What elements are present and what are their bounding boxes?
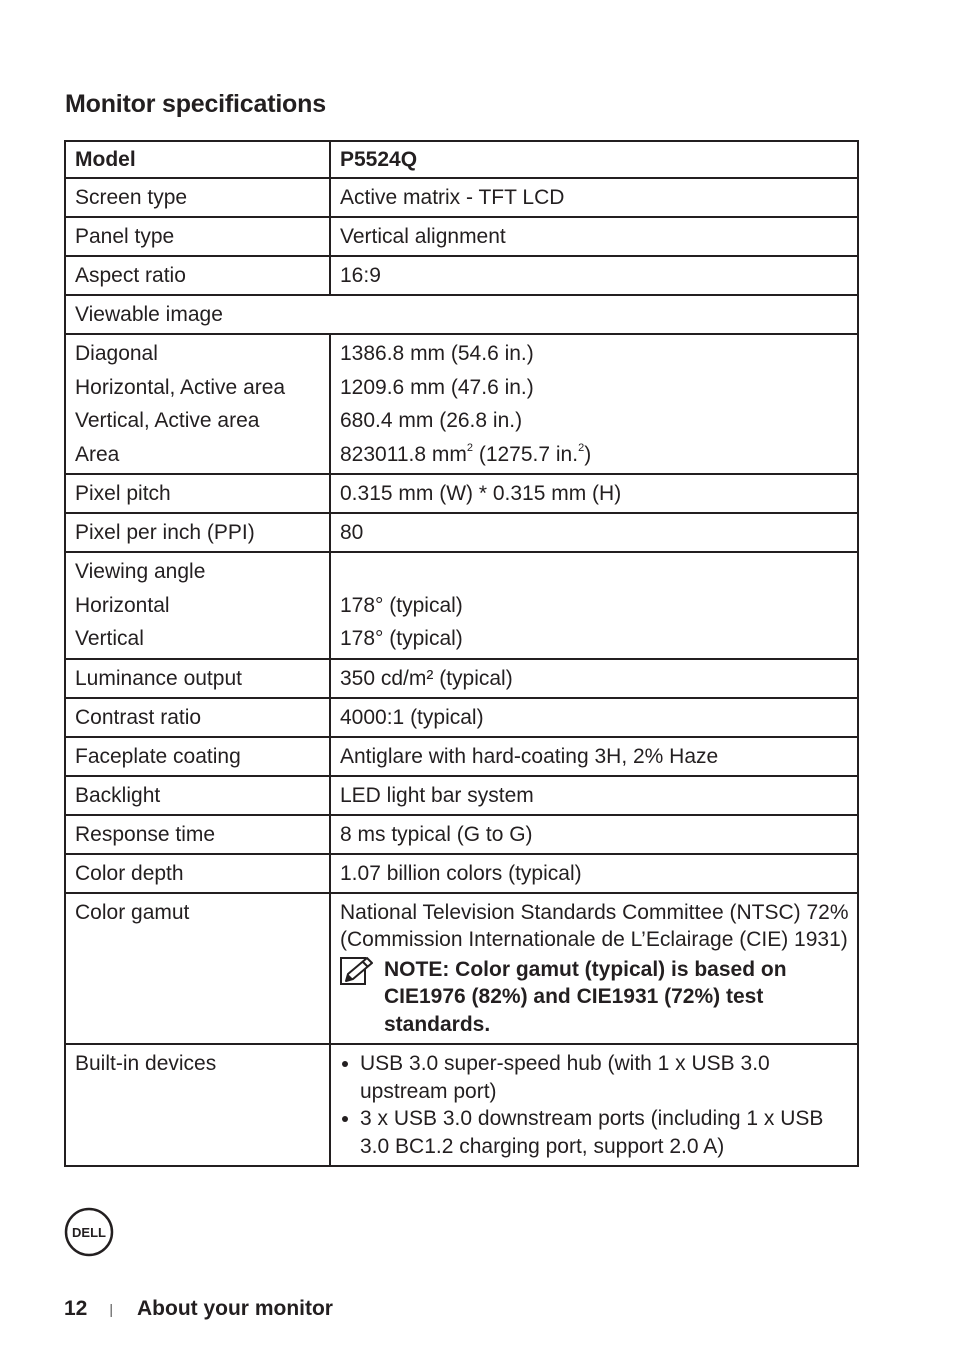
table-header-row [65, 141, 858, 178]
table-row [65, 737, 858, 776]
logo-text: DELL [72, 1225, 106, 1240]
spec-label: Built-in devices [65, 1044, 330, 1166]
spec-value: 8 ms typical (G to G) [330, 815, 858, 854]
spec-label: Pixel pitch [65, 474, 330, 513]
section-label-viewable-image: Viewable image [65, 295, 858, 334]
note-text: NOTE: Color gamut (typical) is based on CIE1976 (82%) and CIE1931 (72%) test standards. [384, 957, 787, 1036]
list-item [340, 1050, 849, 1105]
area-in: (1275.7 in. [478, 442, 579, 466]
spec-value: LED light bar system [330, 776, 858, 815]
table-row [65, 1044, 858, 1166]
list-item [340, 1105, 849, 1160]
spec-label: Screen type [65, 178, 330, 217]
page-number: 12 [64, 1297, 88, 1320]
spec-value: 1386.8 mm (54.6 in.) [340, 342, 534, 365]
list-item-text: USB 3.0 super-speed hub (with 1 x USB 3.0 upstream port) [360, 1052, 770, 1103]
spec-label: Aspect ratio [65, 256, 330, 295]
spec-label: Panel type [65, 217, 330, 256]
builtin-devices-list [340, 1050, 849, 1160]
superscript: 2 [466, 441, 473, 454]
spec-label: Horizontal [75, 593, 170, 617]
viewable-values-cell [330, 334, 858, 474]
spec-value: 178° (typical) [340, 627, 463, 650]
spec-value: 0.315 mm (W) * 0.315 mm (H) [330, 474, 858, 513]
spec-value: Active matrix - TFT LCD [330, 178, 858, 217]
spec-value: 4000:1 (typical) [330, 698, 858, 737]
viewing-values-cell [330, 552, 858, 659]
table-row [65, 776, 858, 815]
builtin-devices-cell [330, 1044, 858, 1166]
color-gamut-cell [330, 893, 858, 1045]
table-row [65, 334, 858, 474]
spec-value: 680.4 mm (26.8 in.) [340, 409, 523, 432]
spec-label: Color gamut [65, 893, 330, 1045]
viewable-labels-cell [65, 334, 330, 474]
header-cell-model: Model [65, 141, 330, 178]
spec-label: Color depth [65, 854, 330, 893]
spec-label: Viewing angle [75, 560, 206, 583]
spec-value: Vertical alignment [330, 217, 858, 256]
spec-value: 1209.6 mm (47.6 in.) [340, 375, 534, 399]
spec-label: Horizontal, Active area [75, 375, 286, 399]
table-row [65, 659, 858, 698]
area-value [340, 438, 849, 472]
table-row [65, 698, 858, 737]
spec-value [340, 555, 849, 589]
dell-logo [64, 1207, 114, 1257]
spec-value: 16:9 [330, 256, 858, 295]
table-row [65, 217, 858, 256]
viewing-labels-cell [65, 552, 330, 659]
header-cell-model-value: P5524Q [330, 141, 858, 178]
table-row [65, 513, 858, 552]
table-row [65, 295, 858, 334]
page-title: Monitor specifications [65, 90, 326, 118]
area-in-close: ) [584, 442, 592, 466]
note-block [340, 956, 849, 1039]
list-item-text: 3 x USB 3.0 downstream ports (including 1 x USB 3.0 BC1.2 charging port, support 2.0 A) [360, 1107, 824, 1158]
spec-value: 178° (typical) [340, 593, 463, 617]
table-row [65, 552, 858, 659]
spec-label: Contrast ratio [65, 698, 330, 737]
specifications-table [64, 140, 859, 1167]
spec-value: 350 cd/m² (typical) [330, 659, 858, 698]
section-title: About your monitor [137, 1297, 333, 1320]
spec-label: Backlight [65, 776, 330, 815]
table-row [65, 178, 858, 217]
table-row [65, 815, 858, 854]
spec-value: 1.07 billion colors (typical) [330, 854, 858, 893]
spec-label: Luminance output [65, 659, 330, 698]
bullet-icon [342, 1116, 348, 1122]
spec-value: Antiglare with hard-coating 3H, 2% Haze [330, 737, 858, 776]
spec-value: 80 [330, 513, 858, 552]
spec-label: Vertical [75, 627, 144, 650]
spec-label: Faceplate coating [65, 737, 330, 776]
pencil-note-icon [340, 957, 376, 994]
footer-separator: | [109, 1301, 113, 1317]
spec-label: Response time [65, 815, 330, 854]
area-mm: 823011.8 mm [340, 442, 467, 466]
spec-label: Diagonal [75, 342, 158, 365]
page-footer [64, 1297, 333, 1321]
bullet-icon [342, 1061, 348, 1067]
spec-value: National Television Standards Committee (NTSC) 72% (Commission Internationale de L’Eclairage (CIE) 1931) [340, 900, 849, 951]
spec-label: Area [75, 442, 120, 466]
table-row [65, 256, 858, 295]
spec-label: Pixel per inch (PPI) [65, 513, 330, 552]
table-row [65, 854, 858, 893]
superscript: 2 [578, 441, 585, 454]
table-row [65, 474, 858, 513]
spec-label: Vertical, Active area [75, 409, 260, 432]
table-row [65, 893, 858, 1045]
